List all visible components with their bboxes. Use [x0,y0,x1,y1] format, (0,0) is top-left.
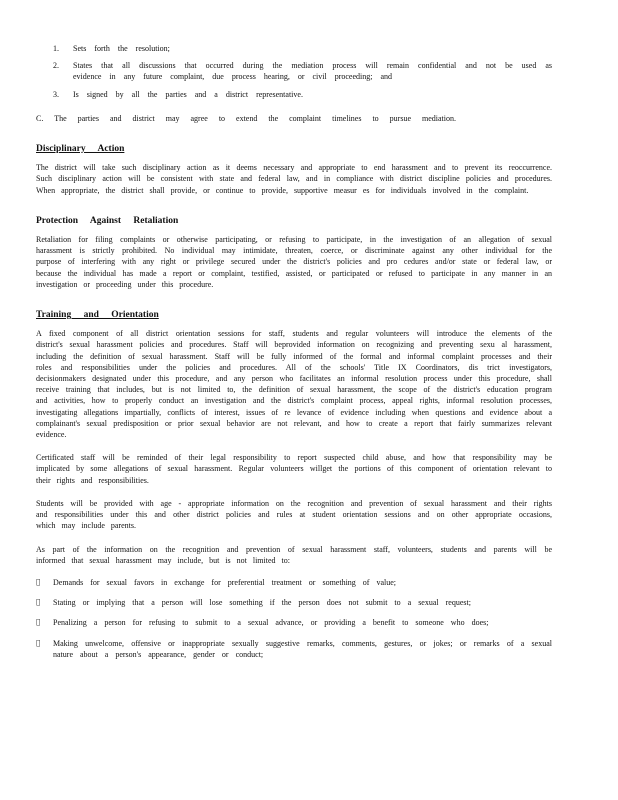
training-paragraph-3: Students will be provided with age - appropriate information on the recognition and prevention of sexual harassment and their rights and responsibilities under this and other district policies and rules at student orientation sessions and on other appropriate occasions, which may include parents. [36,498,552,531]
training-paragraph-2: Certificated staff will be reminded of their legal responsibility to report suspected child abuse, and how that responsibility may be implicated by some allegations of sexual harassment. Regular volunteers willget the portions of this component of orientation relevant to their rights and responsibilities. [36,453,552,485]
list-item [36,60,552,82]
bullet-text: Stating or implying that a person will lose something if the person does not submit to a sexual request; [53,598,471,608]
heading-disciplinary-action: Disciplinary Action [36,144,125,155]
heading-protection-against-retaliation: Protection Against Retaliation [36,215,179,226]
list-number: 3. [53,89,59,99]
list-item-text: Is signed by all the parties and a district representative. [73,89,303,99]
training-paragraph-4: As part of the information on the recognition and prevention of sexual harassment staff, volunteers, students and parents will be informed that sexual harassment may include, but is not limited to: [36,544,552,565]
bullet-marker [36,577,40,588]
heading-training-and-orientation: Training and Orientation [36,310,159,321]
document-page [36,43,552,660]
bullet-text: Demands for sexual favors in exchange for preferential treatment or something of value; [53,577,397,587]
list-item [36,43,552,54]
bullet-item [36,577,552,588]
bullet-item [36,617,552,628]
list-item-text: States that all discussions that occurred during the mediation process will remain confidential and not be used as evidence in any future complaint, due process hearing, or civil proceeding; and [73,61,552,82]
training-paragraph-1: A fixed component of all district orientation sessions for staff, students and regular volunteers will introduce the elements of the district's sexual harassment policies and procedures. Staff will beprovided information on recognizing and preventing sexu al harassment, including the definition of sexual harassment. Staff will be fully informed of the formal and informal complaint processes and their roles and responsibilities under the policies and procedures. All of the schools' Title IX Coordinators, dis trict investigators, decisionmakers designated under this procedure, and any person who facilitates an informal resolution process under this procedure, shall receive training that includes, but is not limited to, the definition of sexual harassment, the scope of the district's education program and activities, how to properly conduct an investigation and the district's complaint process, appeal rights, informal resolution processes, investigating allegations impartially, conflicts of interest, issues of re levance of evidence including when questions and evidence about a complainant's sexual predisposition or prior sexual behavior are not relevant, and how to create a report that fairly summarizes relevant evidence. [36,329,552,440]
bullet-marker [36,617,40,628]
disciplinary-paragraph: The district will take such disciplinary action as it deems necessary and appropriate to end harassment and to prevent its reoccurrence. Such disciplinary action will be consistent with state and federal law, and in compliance with district discipline policies and procedures. When appropriate, the district shall provide, or continue to provide, supportive measur es for individuals involved in the complaint. [36,163,552,195]
retaliation-paragraph: Retaliation for filing complaints or otherwise participating, or refusing to participate, in the investigation of an allegation of sexual harassment is strictly prohibited. No individual may intimidate, threaten, coerce, or discriminate against any other individual for the purpose of interfering with any right or privilege secured under the district's policies and pro cedures and/or state or federal law, or because the individual has made a report or complaint, testified, assisted, or participated or refused to participate in any manner in an investigation or proceeding under this procedure. [36,235,552,289]
list-item-text: Sets forth the resolution; [73,44,170,53]
list-item [36,89,552,100]
bullet-item [36,638,552,660]
paragraph-c: C. The parties and district may agree to extend the complaint timelines to pursue mediation. [36,113,456,123]
list-number: 1. [53,44,59,53]
bullet-text: Making unwelcome, offensive or inappropriate sexually suggestive remarks, comments, gestures, or jokes; or remarks of a sexual nature about a person's appearance, gender or conduct; [53,638,552,659]
bullet-marker [36,597,40,608]
list-number: 2. [53,61,59,71]
bullet-text: Penalizing a person for refusing to submit to a sexual advance, or providing a benefit to someone who does; [53,618,489,628]
bullet-item [36,597,552,608]
bullet-marker [36,638,40,649]
bullet-list [36,577,552,660]
